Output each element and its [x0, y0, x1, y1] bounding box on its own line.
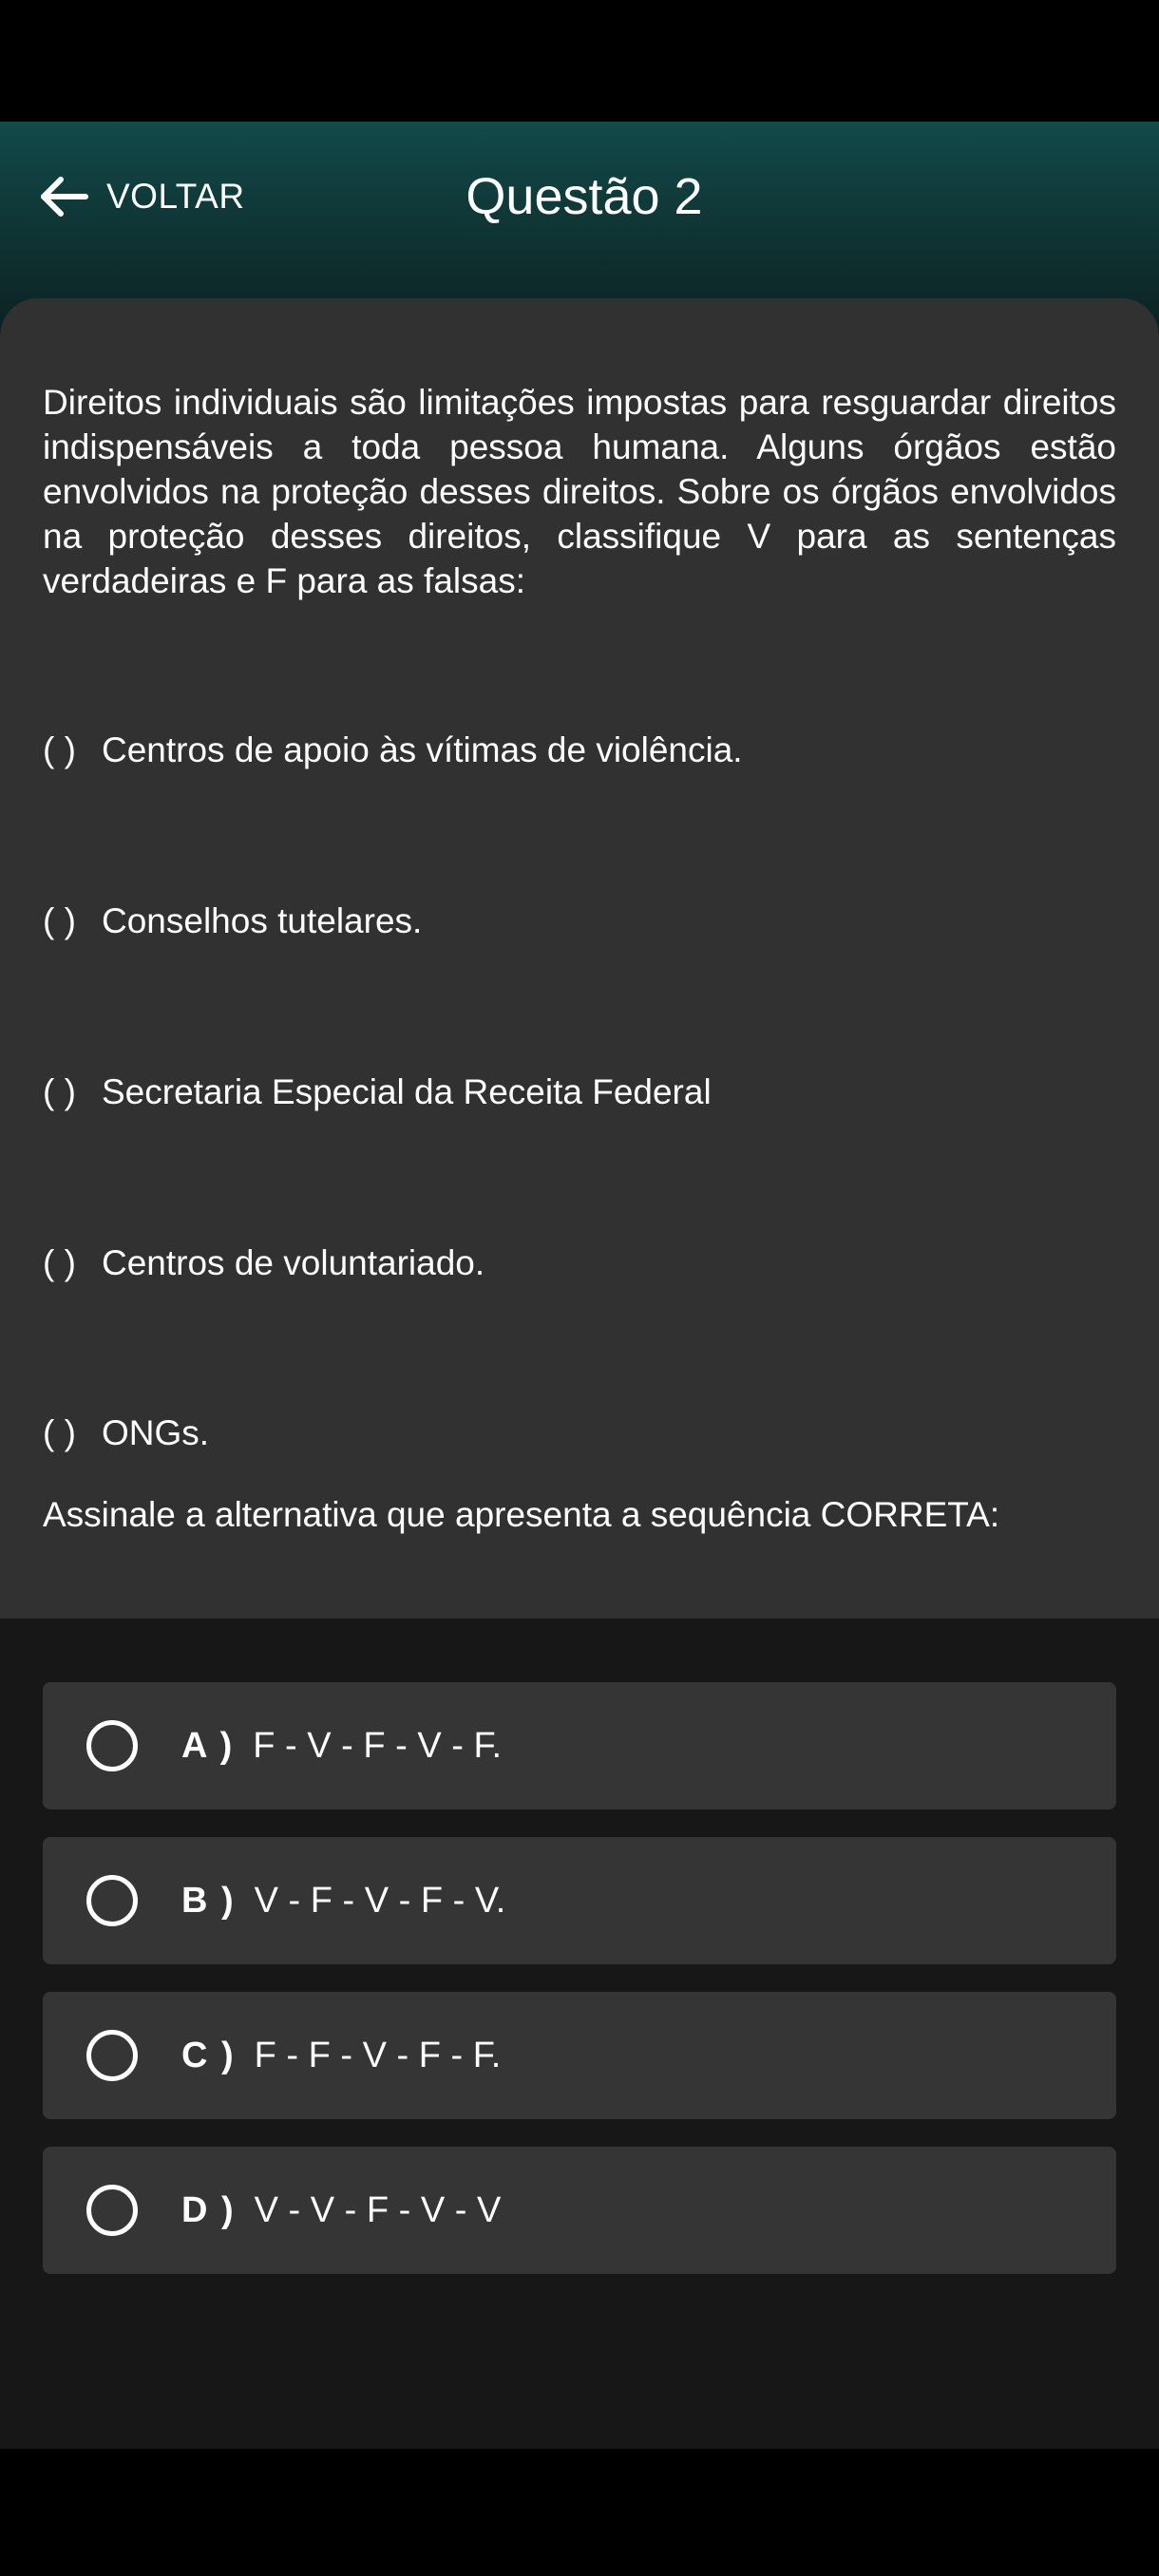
- option-d[interactable]: [43, 2147, 1116, 2274]
- statement-item: [43, 727, 1116, 774]
- option-text: F - F - V - F - F.: [254, 2035, 502, 2075]
- option-letter: A ): [181, 1725, 235, 1766]
- statement-item: [43, 1410, 1116, 1457]
- option-text: V - V - F - V - V: [254, 2189, 502, 2230]
- statement-item: [43, 1240, 1116, 1287]
- option-a[interactable]: [43, 1682, 1116, 1809]
- option-text: F - V - F - V - F.: [253, 1725, 503, 1766]
- blank-mark: ( ): [43, 1413, 76, 1452]
- back-label: VOLTAR: [106, 177, 245, 216]
- question-instruction: Assinale a alternativa que apresenta a sequência CORRETA:: [43, 1495, 1000, 1534]
- radio-unchecked-icon[interactable]: [86, 1875, 138, 1926]
- statement-item-text: Centros de voluntariado.: [102, 1243, 485, 1282]
- radio-unchecked-icon[interactable]: [86, 2185, 138, 2236]
- option-c[interactable]: [43, 1992, 1116, 2119]
- blank-mark: ( ): [43, 901, 76, 940]
- statement-item-text: ONGs.: [102, 1413, 210, 1452]
- blank-mark: ( ): [43, 1243, 76, 1282]
- option-b[interactable]: [43, 1837, 1116, 1964]
- statement-item: [43, 1069, 1116, 1116]
- option-text: V - F - V - F - V.: [254, 1880, 506, 1921]
- question-statement: Direitos individuais são limitações impostas para resguardar direitos indispensáveis a toda pessoa humana. Alguns órgãos estão envolvidos na proteção desses direitos. Sobre os órgãos envolvidos na proteção desses direitos, classifique V para as sentenças verdadeiras e F para as falsas:: [43, 383, 1116, 600]
- system-navigation-bar: [0, 2449, 1159, 2576]
- blank-mark: ( ): [43, 1072, 76, 1111]
- page-title: Questão 2: [466, 168, 703, 225]
- radio-unchecked-icon[interactable]: [86, 2030, 138, 2081]
- option-letter: C ): [181, 2035, 236, 2075]
- blank-mark: ( ): [43, 730, 76, 769]
- radio-unchecked-icon[interactable]: [86, 1720, 138, 1771]
- option-letter: D ): [181, 2189, 236, 2230]
- statement-item-text: Secretaria Especial da Receita Federal: [102, 1072, 712, 1111]
- statement-item: [43, 898, 1116, 945]
- statement-item-text: Centros de apoio às vítimas de violência.: [102, 730, 743, 769]
- statement-item-text: Conselhos tutelares.: [102, 901, 423, 940]
- option-letter: B ): [181, 1880, 236, 1921]
